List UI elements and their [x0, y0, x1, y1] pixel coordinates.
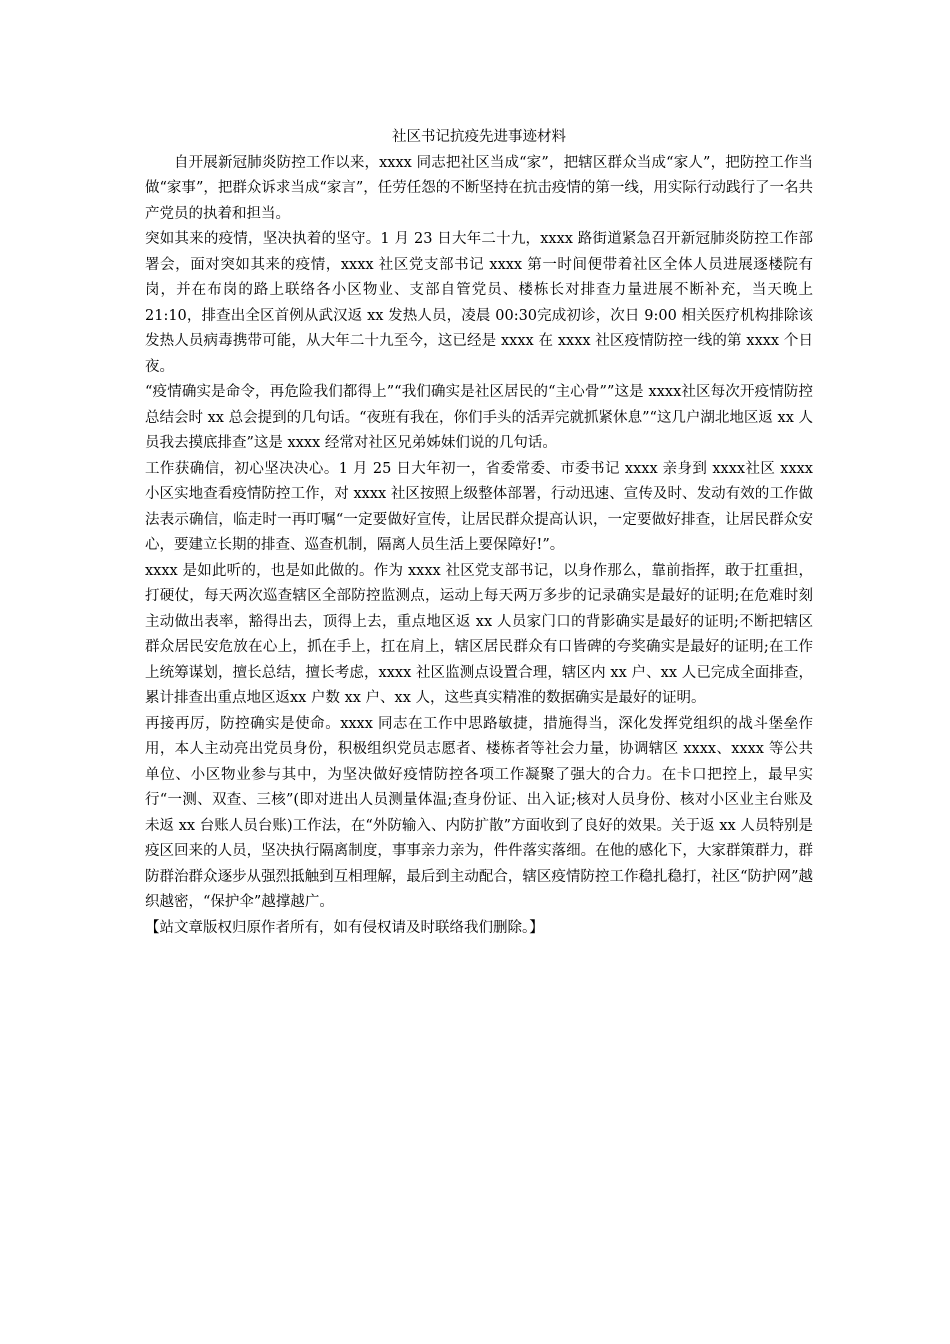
paragraph-actions: xxxx 是如此听的，也是如此做的。作为 xxxx 社区党支部书记，以身作那么，靠前指挥，敢于扛重担，打硬仗，每天两次巡查辖区全部防控监测点，运动上每天两万多步的记录确实是最好的证明;在危难时刻主动做出表率，豁得出去，顶得上去，重点地区返 xx 人员家门口的背影确实是最好的证明;不断把辖区群众居民安危放在心上，抓在手上，扛在肩上，辖区居民群众有口皆碑的夸奖确实是最好的证明;在工作上统筹谋划，擅长总结，擅长考虑，xxxx 社区监测点设置合理，辖区内 xx 户、xx 人已完成全面排查，累计排查出重点地区返xx 户数 xx 户、xx 人，这些真实精准的数据确实是最好的证明。 — [145, 562, 813, 706]
paragraph-sudden-epidemic: 突如其来的疫情，坚决执着的坚守。1 月 23 日大年二十九，xxxx 路街道紧急召开新冠肺炎防控工作部署会，面对突如其来的疫情，xxxx 社区党支部书记 xxxx 第一时间便带着社区全体人员进展逐楼院有岗，并在布岗的路上联络各小区物业、支部自管党员、楼栋长对排查力量进展不断补充，当天晚上 21:10，排查出全区首例从武汉返 xx 发热人员，凌晨 00:30完成初诊，次日 9:00 相关医疗机构排除该发热人员病毒携带可能，从大年二十九至今，这已经是 xxxx 在 xxxx 社区疫情防控一线的第 xxxx 个日夜。 — [145, 231, 813, 375]
paragraph-quotes: “疫情确实是命令，再危险我们都得上”“我们确实是社区居民的“主心骨””这是 xxxx社区每次开疫情防控总结会时 xx 总会提到的几句话。“夜班有我在，你们手头的活弄完就抓紧休息”“这几户湖北地区返 xx 人员我去摸底排查”这是 xxxx 经常对社区兄弟姊妹们说的几句话。 — [145, 384, 813, 451]
paragraph-recognition: 工作获确信，初心坚决决心。1 月 25 日大年初一，省委常委、市委书记 xxxx 亲身到 xxxx社区 xxxx 小区实地查看疫情防控工作，对 xxxx 社区按照上级整体部署，行动迅速、宣传及时、发动有效的工作做法表示确信，临走时一再叮嘱“一定要做好宣传，让居民群众提高认识，一定要做好排查，让居民群众安心，要建立长期的排查、巡查机制，隔离人员生活上要保障好!”。 — [145, 460, 813, 553]
paragraph-mission: 再接再厉，防控确实是使命。xxxx 同志在工作中思路敏捷，措施得当，深化发挥党组织的战斗堡垒作用，本人主动亮出党员身份，积极组织党员志愿者、楼栋者等社会力量，协调辖区 xxxx、xxxx 等公共单位、小区物业参与其中，为坚决做好疫情防控各项工作凝聚了强大的合力。在卡口把控上，最早实行“一测、双查、三核”(即对进出人员测量体温;查身份证、出入证;核对人员身份、核对小区业主台账及未返 xx 台账人员台账)工作法，在“外防输入、内防扩散”方面收到了良好的效果。关于返 xx 人员特别是疫区回来的人员，坚决执行隔离制度，事事亲力亲为，件件落实落细。在他的感化下，大家群策群力，群防群治群众逐步从强烈抵触到互相理解，最后到主动配合，辖区疫情防控工作稳扎稳打，社区“防护网”越织越密，“保护伞”越撑越广。 — [145, 715, 813, 910]
document-page — [145, 125, 813, 941]
document-title: 社区书记抗疫先进事迹材料 — [392, 129, 566, 145]
copyright-note: 【站文章版权归原作者所有，如有侵权请及时联络我们删除。】 — [145, 919, 544, 936]
paragraph-intro: 自开展新冠肺炎防控工作以来，xxxx 同志把社区当成“家”，把辖区群众当成“家人”，把防控工作当做“家事”，把群众诉求当成“家言”，任劳任怨的不断坚持在抗击疫情的第一线，用实际行动践行了一名共产党员的执着和担当。 — [145, 154, 813, 222]
